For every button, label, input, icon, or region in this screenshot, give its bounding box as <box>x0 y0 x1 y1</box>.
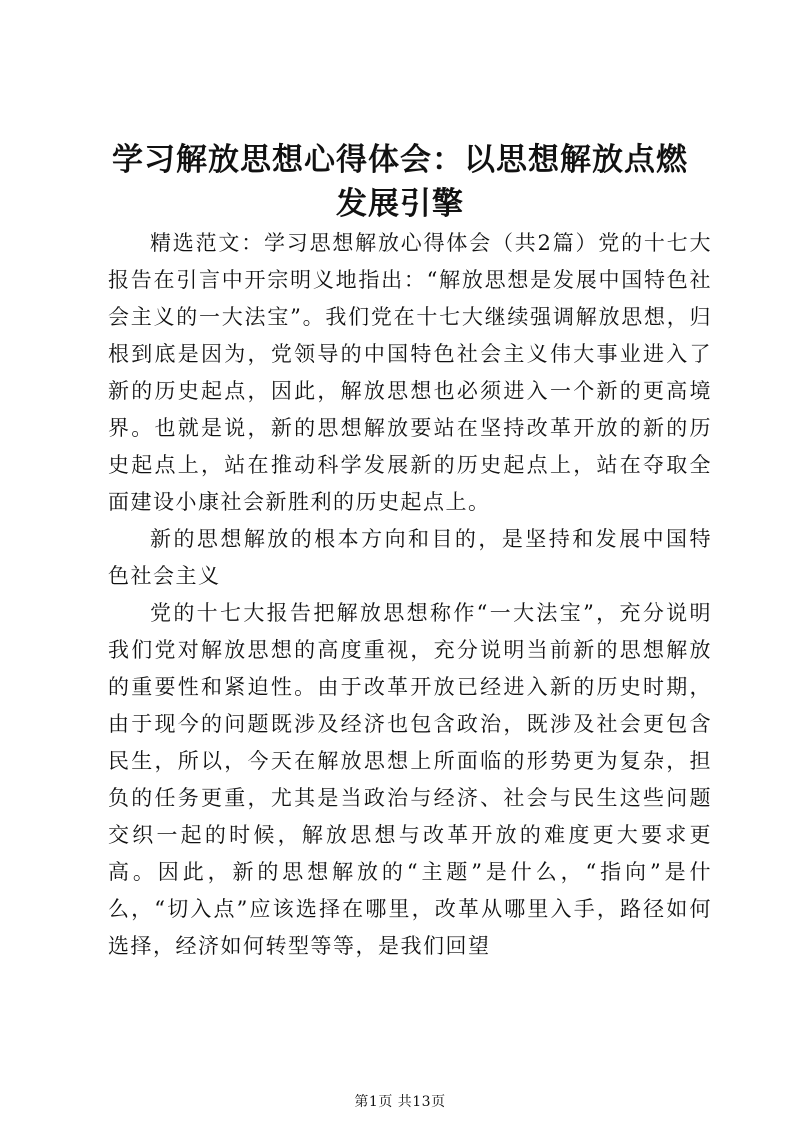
page-number: 第1页 共13页 <box>354 1094 446 1110</box>
document-body <box>108 225 712 965</box>
paragraph-3: 党的十七大报告把解放思想称作“一大法宝”，充分说明我们党对解放思想的高度重视，充分说明当前新的思想解放的重要性和紧迫性。由于改革开放已经进入新的历史时期，由于现今的问题既涉及经济也包含政治，既涉及社会更包含民生，所以，今天在解放思想上所面临的形势更为复杂，担负的任务更重，尤其是当政治与经济、社会与民生这些问题交织一起的时候，解放思想与改革开放的难度更大要求更高。因此，新的思想解放的“主题”是什么，“指向”是什么，“切入点”应该选择在哪里，改革从哪里入手，路径如何选择，经济如何转型等等，是我们回望 <box>108 601 712 958</box>
document-title: 学习解放思想心得体会：以思想解放点燃发展引擎 <box>112 142 688 222</box>
paragraph-1: 精选范文：学习思想解放心得体会（共2篇）党的十七大报告在引言中开宗明义地指出：“解放思想是发展中国特色社会主义的一大法宝”。我们党在十七大继续强调解放思想，归根到底是因为，党领导的中国特色社会主义伟大事业进入了新的历史起点，因此，解放思想也必须进入一个新的更高境界。也就是说，新的思想解放要站在坚持改革开放的新的历史起点上，站在推动科学发展新的历史起点上，站在夺取全面建设小康社会新胜利的历史起点上。 <box>108 231 712 514</box>
paragraph-2: 新的思想解放的根本方向和目的，是坚持和发展中国特色社会主义 <box>108 527 712 588</box>
